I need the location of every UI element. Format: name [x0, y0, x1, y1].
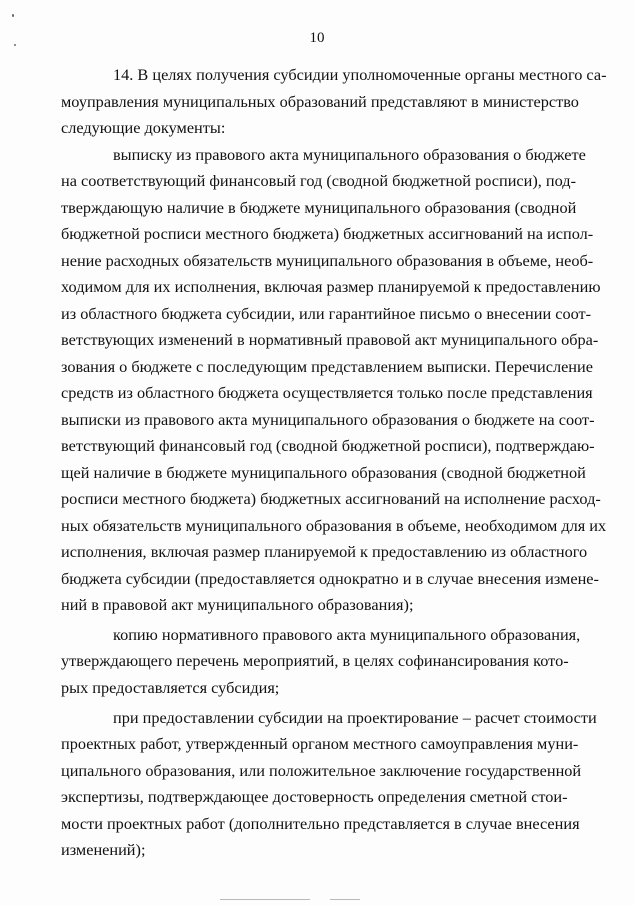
text-line: нение расходных обязательств муниципального образования в объеме, необ- [61, 251, 594, 270]
text-line: копию нормативного правового акта муниципального образования, [113, 625, 581, 644]
text-line: моуправления муниципальных образований представляют в министерство [61, 92, 579, 111]
text-line: следующие документы: [61, 118, 226, 137]
text-line: ходимом для их исполнения, включая размер планируемой к предоставлению [61, 277, 601, 296]
text-line: ных обязательств муниципального образования в объеме, необходимом для их [61, 516, 607, 535]
text-line: экспертизы, подтверждающее достоверность определения сметной стои- [61, 787, 568, 806]
text-line: выписку из правового акта муниципального образования о бюджете [113, 145, 586, 164]
text-line: на соответствующий финансовый год (сводной бюджетной росписи), под- [61, 171, 577, 190]
text-line: исполнения, включая размер планируемой к предоставлению из областного [61, 542, 588, 561]
text-line: бюджетной росписи местного бюджета) бюджетных ассигнований на испол- [61, 224, 594, 243]
text-line: изменений); [61, 840, 146, 859]
text-line: из областного бюджета субсидии, или гарантийное письмо о внесении соот- [61, 304, 592, 323]
text-line: средств из областного бюджета осуществляется только после представления [61, 383, 593, 402]
text-line: рых предоставляется субсидия; [61, 678, 280, 697]
text-line: росписи местного бюджета) бюджетных ассигнований на исполнение расход- [61, 489, 601, 508]
text-line: проектных работ, утвержденный органом местного самоуправления муни- [61, 734, 579, 753]
text-line: утверждающего перечень мероприятий, в целях софинансирования кото- [61, 651, 569, 670]
text-line: ветствующий финансовый год (сводной бюджетной росписи), подтверждаю- [61, 436, 595, 455]
scan-artifact [12, 14, 14, 17]
text-line: ципального образования, или положительное заключение государственной [61, 761, 582, 780]
page-number: 10 [309, 30, 325, 46]
text-line: щей наличие в бюджете муниципального образования (сводной бюджетной [61, 463, 586, 482]
text-line: мости проектных работ (дополнительно представляется в случае внесения [61, 814, 580, 833]
text-line: выписки из правового акта муниципального образования о бюджете на соот- [61, 410, 595, 429]
text-line: тверждающую наличие в бюджете муниципального образования (сводной [61, 198, 577, 217]
text-line: ветствующих изменений в нормативный правовой акт муниципального обра- [61, 330, 599, 349]
text-line: при предоставлении субсидии на проектирование – расчет стоимости [113, 708, 597, 727]
text-line: ний в правовой акт муниципального образования); [61, 595, 414, 614]
scan-artifact [220, 899, 310, 900]
scan-artifact [330, 899, 360, 900]
text-line: бюджета субсидии (предоставляется однократно и в случае внесения измене- [61, 569, 599, 588]
text-line: 14. В целях получения субсидии уполномоченные органы местного са- [113, 65, 607, 84]
text-line: зования о бюджете с последующим представлением выписки. Перечисление [61, 357, 593, 376]
